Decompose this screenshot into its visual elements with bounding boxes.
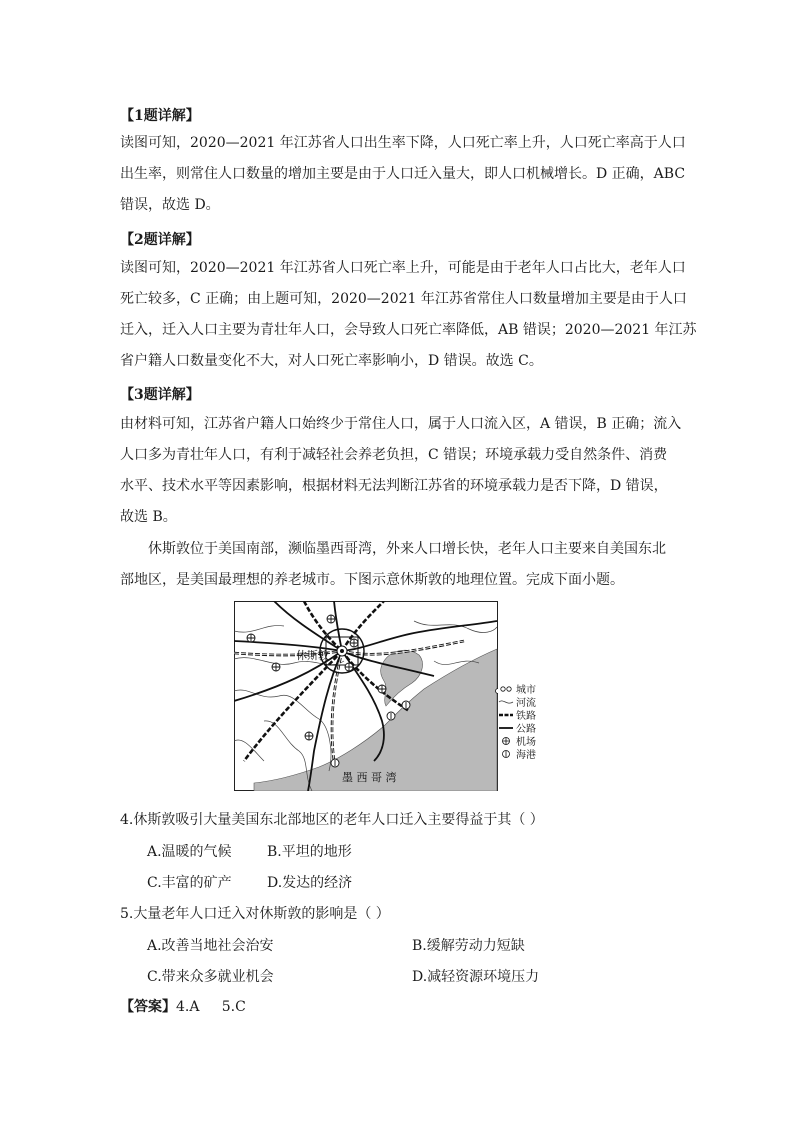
legend-label-river: 河流	[516, 698, 536, 709]
answer-line	[120, 997, 246, 1017]
q5-option-d[interactable]: D.减轻资源环境压力	[412, 969, 540, 985]
gulf-label: 墨 西 哥 湾	[342, 771, 397, 784]
q5-option-b[interactable]: B.缓解劳动力短缺	[412, 938, 525, 954]
airport-icon	[305, 732, 313, 740]
airport-icon	[345, 663, 353, 671]
question-intro	[120, 534, 680, 596]
text-line: 错误，故选 D。	[120, 197, 220, 213]
houston-location-map	[234, 601, 498, 791]
legend-port-icon	[503, 751, 510, 758]
text-line: 迁入，迁入人口主要为青壮年人口，会导致人口死亡率降低，AB 错误；2020—2021 年江苏	[120, 322, 697, 338]
legend-label-airport: 机场	[516, 737, 536, 748]
legend-label-road: 公路	[516, 724, 536, 735]
text-line: 部地区，是美国最理想的养老城市。下图示意休斯敦的地理位置。完成下面小题。	[120, 572, 624, 588]
text-line: 读图可知，2020—2021 年江苏省人口死亡率上升，可能是由于老年人口占比大，老年人口	[120, 260, 686, 276]
section-2-heading: 【2题详解】	[120, 232, 200, 248]
airport-icon	[272, 663, 280, 671]
legend-airport-icon	[503, 738, 510, 745]
section-3-body	[120, 409, 680, 533]
answer-text: 4.A 5.C	[176, 999, 246, 1015]
q5-option-a[interactable]: A.改善当地社会治安	[147, 938, 274, 954]
question-5-stem: 5.大量老年人口迁入对休斯敦的影响是（ ）	[120, 906, 390, 922]
section-2-body	[120, 253, 697, 377]
text-line: 死亡较多，C 正确；由上题可知，2020—2021 年江苏省常住人口数量增加主要是由于人口	[120, 291, 687, 307]
text-line: 故选 B。	[120, 509, 177, 525]
answer-label: 【答案】	[120, 999, 176, 1015]
question-4-stem: 4.休斯敦吸引大量美国东北部地区的老年人口迁入主要得益于其（ ）	[120, 812, 544, 828]
airport-icon	[350, 639, 358, 647]
q4-option-b[interactable]: B.平坦的地形	[267, 844, 352, 860]
legend-label-city: 城市	[516, 685, 536, 696]
legend-city-icon	[501, 687, 511, 691]
text-line: 人口多为青壮年人口，有利于减轻社会养老负担，C 错误；环境承载力受自然条件、消费	[120, 447, 668, 463]
city-marker-center	[340, 649, 344, 653]
section-1-body	[120, 128, 686, 221]
q5-option-c[interactable]: C.带来众多就业机会	[147, 969, 274, 985]
legend-label-railway: 铁路	[516, 711, 536, 722]
port-icon	[387, 712, 395, 720]
city-label: 休斯敦	[296, 649, 329, 662]
legend-river-icon	[499, 701, 513, 703]
text-line: 出生率，则常住人口数量的增加主要是由于人口迁入量大，即人口机械增长。D 正确，ABC	[120, 166, 686, 182]
q4-option-a[interactable]: A.温暖的气候	[147, 844, 232, 860]
section-1-heading: 【1题详解】	[120, 108, 200, 124]
q4-option-d[interactable]: D.发达的经济	[267, 875, 353, 891]
airport-icon	[247, 634, 255, 642]
text-line: 省户籍人口数量变化不大，对人口死亡率影响小，D 错误。故选 C。	[120, 353, 543, 369]
port-icon	[402, 701, 410, 709]
text-line: 水平、技术水平等因素影响，根据材料无法判断江苏省的环境承载力是否下降，D 错误，	[120, 478, 668, 494]
airport-icon	[327, 615, 335, 623]
section-3-heading: 【3题详解】	[120, 387, 200, 403]
legend-label-port: 海港	[516, 750, 536, 761]
port-icon	[331, 759, 339, 767]
airport-icon	[378, 685, 386, 693]
text-line: 休斯敦位于美国南部，濒临墨西哥湾，外来人口增长快，老年人口主要来自美国东北	[148, 541, 666, 557]
q4-option-c[interactable]: C.丰富的矿产	[147, 875, 232, 891]
map-legend-panel	[498, 682, 558, 766]
text-line: 读图可知，2020—2021 年江苏省人口出生率下降，人口死亡率上升，人口死亡率高于人口	[120, 135, 686, 151]
text-line: 由材料可知，江苏省户籍人口始终少于常住人口，属于人口流入区，A 错误，B 正确；流入	[120, 416, 682, 432]
